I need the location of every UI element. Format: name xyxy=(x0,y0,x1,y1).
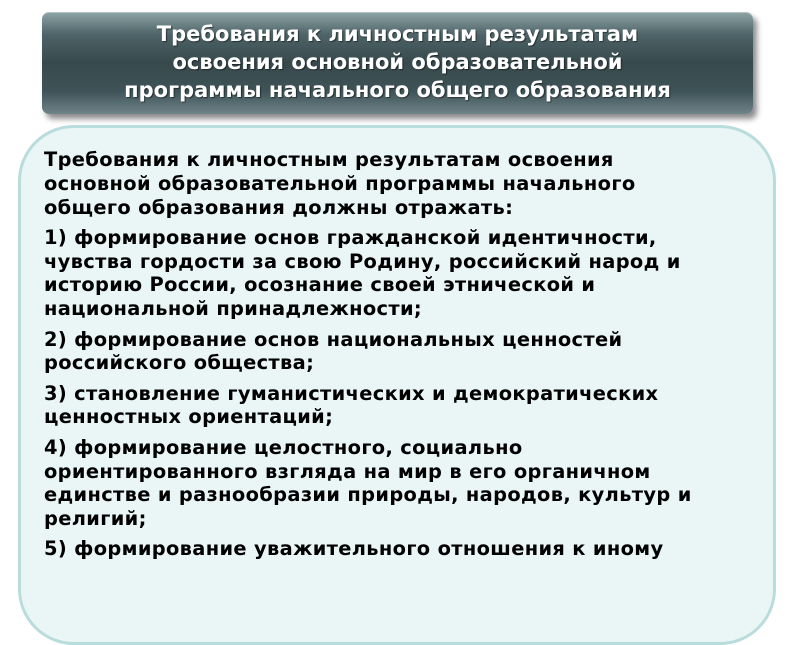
text-line: 5) формирование уважительного отношения к иному xyxy=(44,537,664,561)
title-line: освоения основной образовательной xyxy=(172,50,623,74)
intro-paragraph xyxy=(44,148,766,219)
text-line: ориентированного взгляда на мир в его органичном xyxy=(44,459,651,483)
text-line: общего образования должны отражать: xyxy=(44,195,514,219)
text-line: ценностных ориентаций; xyxy=(44,405,334,429)
text-line: 2) формирование основ национальных ценностей xyxy=(44,327,623,351)
text-line: единстве и разнообразии природы, народов, культур и xyxy=(44,483,692,507)
title-line: Требования к личностным результатам xyxy=(156,22,639,46)
text-line: 4) формирование целостного, социально xyxy=(44,435,523,459)
text-line: национальной принадлежности; xyxy=(44,297,423,321)
text-line: 3) становление гуманистических и демократических xyxy=(44,381,659,405)
text-line: 1) формирование основ гражданской идентичности, xyxy=(44,225,657,249)
title-banner xyxy=(42,12,753,114)
title-line: программы начального общего образования xyxy=(124,78,671,102)
text-line: историю России, осознание своей этнической и xyxy=(44,273,596,297)
text-line: религий; xyxy=(44,507,147,531)
requirement-item-5 xyxy=(44,537,766,561)
text-line: российского общества; xyxy=(44,351,315,375)
requirement-item-2 xyxy=(44,328,766,376)
text-line: Требования к личностным результатам освоения xyxy=(44,148,614,171)
content-text xyxy=(44,148,766,568)
requirement-item-1 xyxy=(44,226,766,321)
requirement-item-4 xyxy=(44,436,766,531)
text-line: чувства гордости за свою Родину, российский народ и xyxy=(44,249,681,273)
requirement-item-3 xyxy=(44,382,766,430)
text-line: основной образовательной программы начального xyxy=(44,171,636,195)
